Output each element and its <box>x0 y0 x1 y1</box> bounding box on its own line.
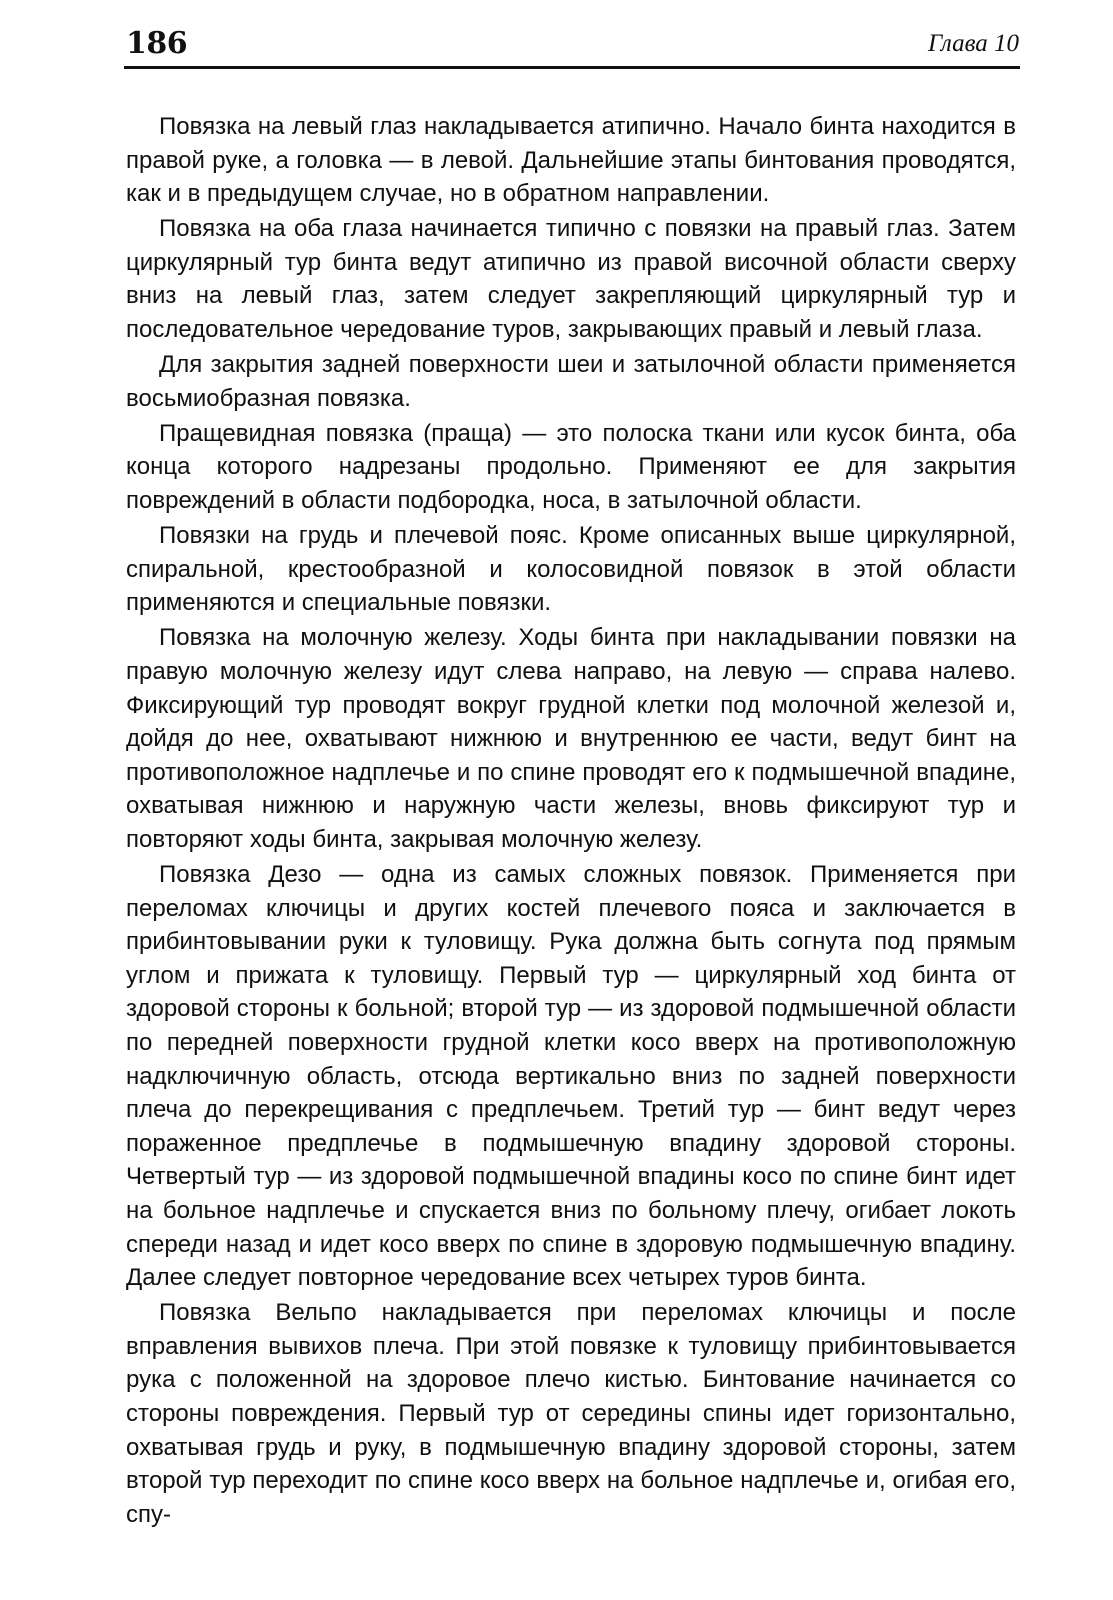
body-text <box>126 110 1016 1533</box>
paragraph: Повязка Вельпо накладывается при переломах ключицы и после вправления вывихов плеча. При этой повязке к туловищу прибинтовывается рука с положенной на здоровое плечо кистью. Бинтование начинается со стороны повреждения. Первый тур от середины спины идет горизонтально, охватывая грудь и руку, в подмышечную впадину здоровой стороны, затем второй тур переходит по спине косо вверх на больное надплечье и, огибая его, спу- <box>126 1299 1016 1528</box>
paragraph: Для закрытия задней поверхности шеи и затылочной области применяется восьмиобразная повязка. <box>126 351 1016 412</box>
paragraph: Повязка Дезо — одна из самых сложных повязок. Применяется при переломах ключицы и других костей плечевого пояса и заключается в прибинтовывании руки к туловищу. Рука должна быть согнута под прямым углом и прижата к туловищу. Первый тур — циркулярный ход бинта от здоровой стороны к больной; второй тур — из здоровой подмышечной области по передней поверхности грудной клетки косо вверх на противоположную надключичную область, отсюда вертикально вниз по задней поверхности плеча до перекрещивания с предплечьем. Третий тур — бинт ведут через пораженное предплечье в подмышечную впадину здоровой стороны. Четвертый тур — из здоровой подмышечной впадины косо по спине бинт идет на больное надплечье и спускается вниз по больному плечу, огибает локоть спереди назад и идет косо вверх по спине в здоровую подмышечную впадину. Далее следует повторное чередование всех четырех туров бинта. <box>126 861 1016 1292</box>
paragraph: Повязка на молочную железу. Ходы бинта при накладывании повязки на правую молочную железу идут слева направо, на левую — справа налево. Фиксирующий тур проводят вокруг грудной клетки под молочной железой и, дойдя до нее, охватывают нижнюю и внутреннюю ее части, ведут бинт на противоположное надплечье и по спине проводят его к подмышечной впадине, охватывая нижнюю и наружную части железы, вновь фиксируют тур и повторяют ходы бинта, закрывая молочную железу. <box>126 624 1016 853</box>
paragraph: Повязка на оба глаза начинается типично с повязки на правый глаз. Затем циркулярный тур бинта ведут атипично из правой височной области сверху вниз на левый глаз, затем следует закрепляющий циркулярный тур и последовательное чередование туров, закрывающих правый и левый глаза. <box>126 215 1016 344</box>
chapter-title: Глава 10 <box>927 30 1019 57</box>
header-rule <box>124 66 1020 69</box>
paragraph: Повязка на левый глаз накладывается атипично. Начало бинта находится в правой руке, а головка — в левой. Дальнейшие этапы бинтования проводятся, как и в предыдущем случае, но в обратном направлении. <box>126 113 1016 208</box>
running-head <box>126 22 1019 66</box>
paragraph: Пращевидная повязка (праща) — это полоска ткани или кусок бинта, оба конца которого надрезаны продольно. Применяют ее для закрытия повреждений в области подбородка, носа, в затылочной области. <box>126 419 1016 515</box>
paragraph: Повязки на грудь и плечевой пояс. Кроме описанных выше циркулярной, спиральной, крестообразной и колосовидной повязок в этой области применяются и специальные повязки. <box>126 522 1016 617</box>
page-number: 186 <box>126 26 188 61</box>
